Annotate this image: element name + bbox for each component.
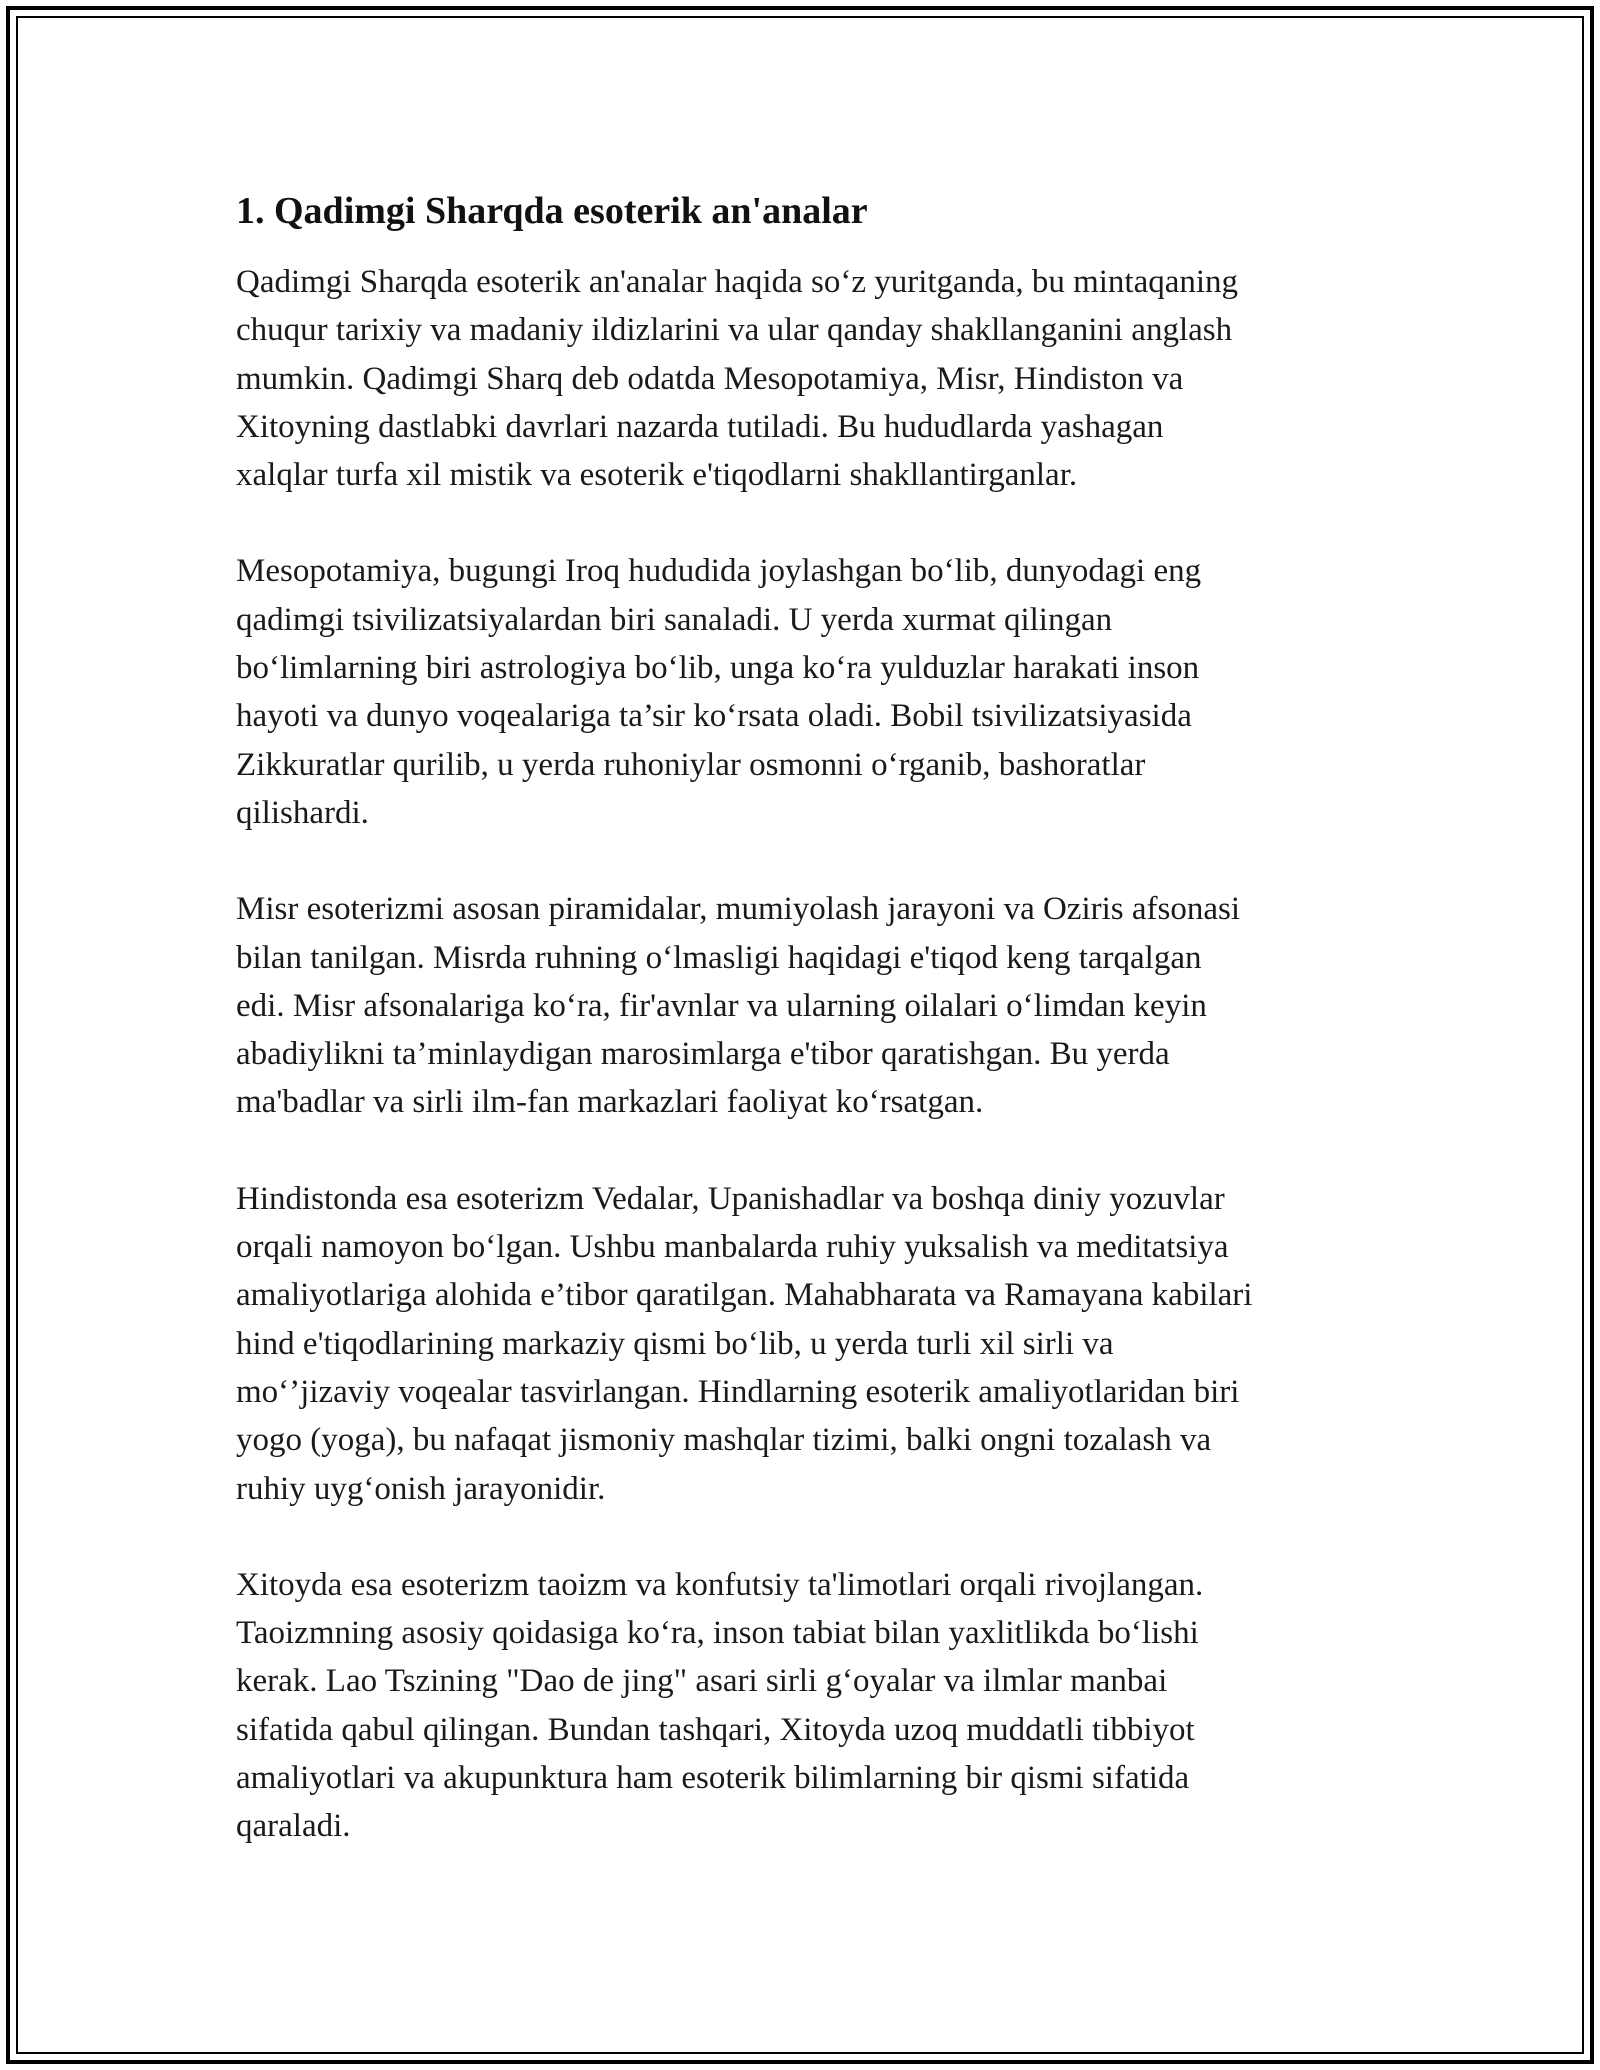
paragraph-line: ma'badlar va sirli ilm-fan markazlari faoliyat ko‘rsatgan. — [236, 1084, 984, 1121]
paragraph-line: Taoizmning asosiy qoidasiga ko‘ra, inson tabiat bilan yaxlitlikda bo‘lishi — [236, 1615, 1199, 1652]
paragraph-line: Xitoyning dastlabki davrlari nazarda tutiladi. Bu hududlarda yashagan — [236, 408, 1164, 445]
paragraph-egypt — [236, 885, 1396, 1126]
document-body — [236, 186, 1396, 1899]
paragraph-line: qaraladi. — [236, 1808, 351, 1845]
paragraph-line: Zikkuratlar qurilib, u yerda ruhoniylar osmonni o‘rganib, bashoratlar — [236, 746, 1146, 783]
paragraph-intro — [236, 258, 1396, 499]
paragraph-line: hayoti va dunyo voqealariga ta’sir ko‘rsata oladi. Bobil tsivilizatsiyasida — [236, 698, 1192, 735]
paragraph-line: kerak. Lao Tszining "Dao de jing" asari sirli g‘oyalar va ilmlar manbai — [236, 1663, 1168, 1700]
paragraph-line: edi. Misr afsonalariga ko‘ra, fir'avnlar va ularning oilalari o‘limdan keyin — [236, 987, 1207, 1024]
paragraph-line: yogo (yoga), bu nafaqat jismoniy mashqlar tizimi, balki ongni tozalash va — [236, 1422, 1212, 1459]
paragraph-mesopotamia — [236, 547, 1396, 837]
paragraph-line: xalqlar turfa xil mistik va esoterik e'tiqodlarni shakllantirganlar. — [236, 457, 1078, 494]
paragraph-line: mo‘’jizaviy voqealar tasvirlangan. Hindlarning esoterik amaliyotlaridan biri — [236, 1373, 1240, 1410]
paragraph-line: hind e'tiqodlarining markaziy qismi bo‘lib, u yerda turli xil sirli va — [236, 1325, 1114, 1362]
paragraph-india — [236, 1175, 1396, 1513]
paragraph-line: orqali namoyon bo‘lgan. Ushbu manbalarda ruhiy yuksalish va meditatsiya — [236, 1229, 1229, 1266]
paragraph-line: ruhiy uyg‘onish jarayonidir. — [236, 1470, 606, 1507]
paragraph-line: Hindistonda esa esoterizm Vedalar, Upanishadlar va boshqa diniy yozuvlar — [236, 1180, 1225, 1217]
paragraph-line: amaliyotlariga alohida e’tibor qaratilgan. Mahabharata va Ramayana kabilari — [236, 1277, 1253, 1314]
paragraph-line: Xitoyda esa esoterizm taoizm va konfutsiy ta'limotlari orqali rivojlangan. — [236, 1566, 1204, 1603]
paragraph-line: sifatida qabul qilingan. Bundan tashqari, Xitoyda uzoq muddatli tibbiyot — [236, 1711, 1195, 1748]
paragraph-line: bilan tanilgan. Misrda ruhning o‘lmasligi haqidagi e'tiqod keng tarqalgan — [236, 939, 1202, 976]
section-heading: 1. Qadimgi Sharqda esoterik an'analar — [236, 190, 868, 232]
paragraph-china — [236, 1561, 1396, 1851]
paragraph-line: amaliyotlari va akupunktura ham esoterik bilimlarning bir qismi sifatida — [236, 1760, 1190, 1797]
paragraph-line: abadiylikni ta’minlaydigan marosimlarga e'tibor qaratishgan. Bu yerda — [236, 1036, 1170, 1073]
paragraph-line: Qadimgi Sharqda esoterik an'analar haqida so‘z yuritganda, bu mintaqaning — [236, 264, 1239, 300]
paragraph-line: qilishardi. — [236, 794, 369, 831]
paragraph-line: bo‘limlarning biri astrologiya bo‘lib, unga ko‘ra yulduzlar harakati inson — [236, 650, 1200, 687]
paragraph-line: mumkin. Qadimgi Sharq deb odatda Mesopotamiya, Misr, Hindiston va — [236, 360, 1184, 397]
paragraph-line: chuqur tarixiy va madaniy ildizlarini va ular qanday shakllanganini anglash — [236, 312, 1233, 349]
paragraph-line: qadimgi tsivilizatsiyalardan biri sanaladi. U yerda xurmat qilingan — [236, 601, 1113, 638]
paragraph-line: Mesopotamiya, bugungi Iroq hududida joylashgan bo‘lib, dunyodagi eng — [236, 553, 1202, 590]
paragraph-line: Misr esoterizmi asosan piramidalar, mumiyolash jarayoni va Oziris afsonasi — [236, 891, 1241, 928]
